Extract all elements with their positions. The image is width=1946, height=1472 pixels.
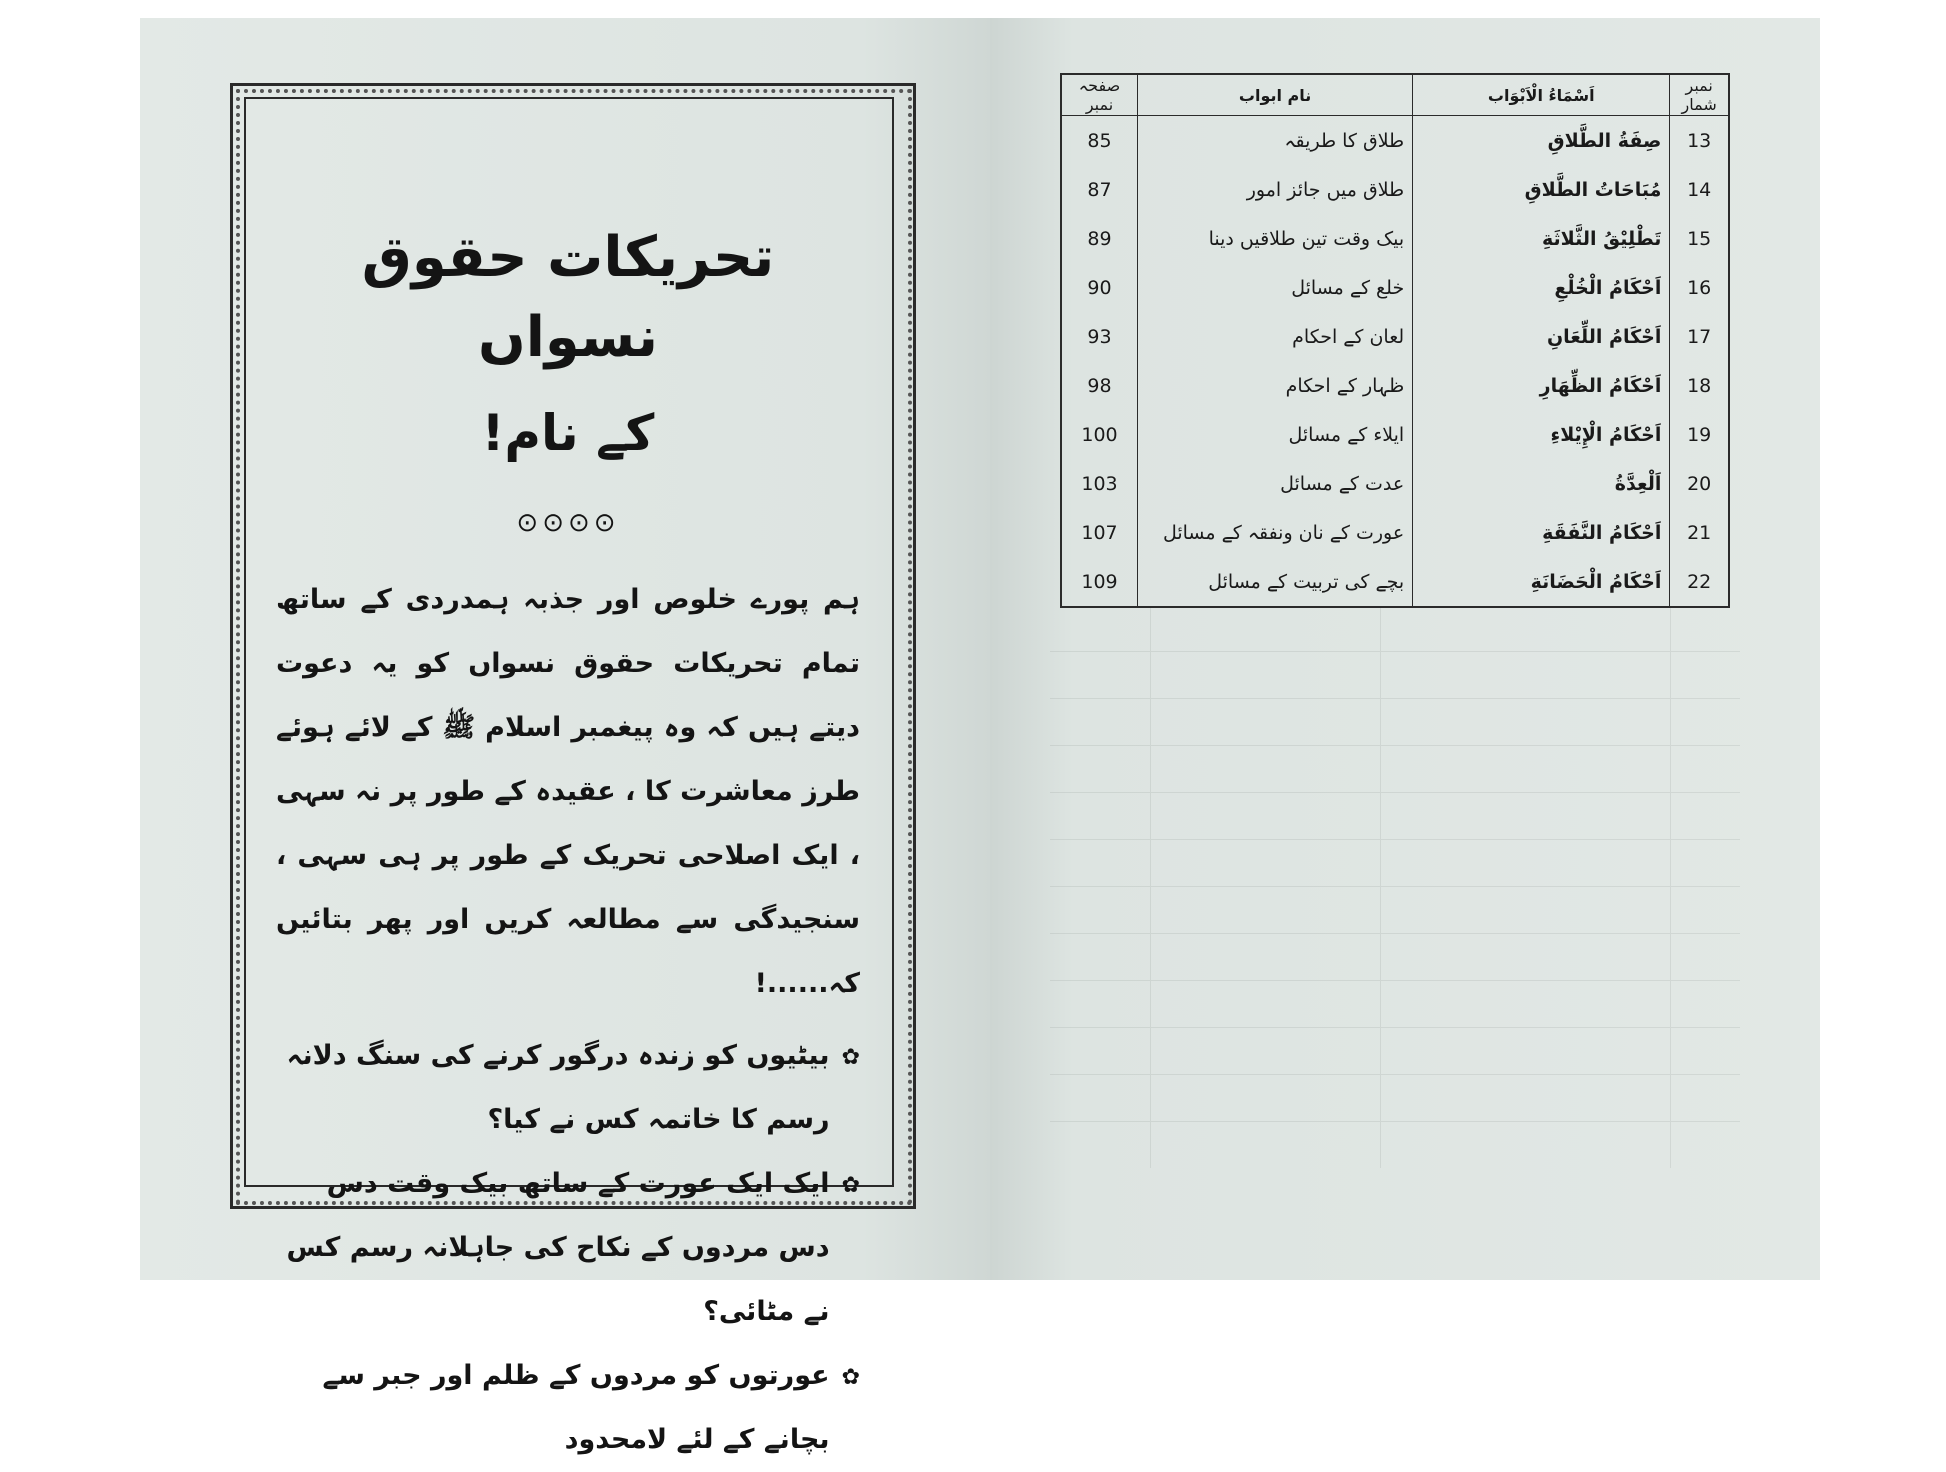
row-number: 21	[1670, 508, 1729, 557]
row-urdu-title: بچے کی تربیت کے مسائل	[1137, 557, 1412, 607]
header-arabic-titles: اَسْمَاءُ الْاَبْوَاب	[1413, 74, 1670, 116]
question-list	[276, 1024, 860, 1472]
flower-bullet-icon: ✿	[841, 1173, 860, 1198]
table-row	[1061, 508, 1729, 557]
row-number: 20	[1670, 459, 1729, 508]
row-urdu-title: عدت کے مسائل	[1137, 459, 1412, 508]
row-urdu-title: ایلاء کے مسائل	[1137, 410, 1412, 459]
table-row	[1061, 410, 1729, 459]
left-page	[140, 18, 990, 1455]
row-page: 89	[1061, 214, 1137, 263]
row-number: 14	[1670, 165, 1729, 214]
table-row	[1061, 214, 1729, 263]
dedication-title: تحریکات حقوق نسواں	[361, 225, 775, 370]
table-row	[1061, 263, 1729, 312]
table-row	[1061, 165, 1729, 214]
header-page-number: صفحہ نمبر	[1061, 74, 1137, 116]
open-booklet	[140, 18, 1820, 1455]
right-page	[990, 18, 1820, 1280]
table-row	[1061, 116, 1729, 166]
row-arabic-title: اَحْكَامُ الْخُلْعِ	[1413, 263, 1670, 312]
show-through-table	[1050, 608, 1740, 1168]
row-number: 15	[1670, 214, 1729, 263]
row-urdu-title: بیک وقت تین طلاقیں دینا	[1137, 214, 1412, 263]
row-urdu-title: لعان کے احکام	[1137, 312, 1412, 361]
row-arabic-title: تَطْلِيْقُ الثَّلاثَةِ	[1413, 214, 1670, 263]
row-number: 18	[1670, 361, 1729, 410]
table-row	[1061, 361, 1729, 410]
table-of-contents	[1060, 73, 1730, 608]
header-number: نمبر شمار	[1670, 74, 1729, 116]
list-item: ✿ عورتوں کو مردوں کے ظلم اور جبر سے بچانے کے لئے لامحدود	[276, 1344, 860, 1472]
row-page: 100	[1061, 410, 1137, 459]
row-arabic-title: اَحْكَامُ الْحَضَانَةِ	[1413, 557, 1670, 607]
row-page: 103	[1061, 459, 1137, 508]
row-page: 90	[1061, 263, 1137, 312]
table-row	[1061, 557, 1729, 607]
row-urdu-title: ظہار کے احکام	[1137, 361, 1412, 410]
row-number: 19	[1670, 410, 1729, 459]
list-item: ✿ بیٹیوں کو زندہ درگور کرنے کی سنگ دلانہ رسم کا خاتمہ کس نے کیا؟	[276, 1024, 860, 1152]
row-page: 93	[1061, 312, 1137, 361]
dedication-subtitle: کے نام!	[481, 404, 655, 462]
row-arabic-title: اَحْكَامُ الْإِيْلاءِ	[1413, 410, 1670, 459]
row-arabic-title: اَلْعِدَّةُ	[1413, 459, 1670, 508]
row-arabic-title: اَحْكَامُ النَّفَقَةِ	[1413, 508, 1670, 557]
row-urdu-title: عورت کے نان ونفقہ کے مسائل	[1137, 508, 1412, 557]
row-page: 109	[1061, 557, 1137, 607]
row-urdu-title: خلع کے مسائل	[1137, 263, 1412, 312]
row-arabic-title: اَحْكَامُ الظِّهَارِ	[1413, 361, 1670, 410]
header-urdu-titles: نام ابواب	[1137, 74, 1412, 116]
toc-header-row	[1061, 74, 1729, 116]
row-page: 98	[1061, 361, 1137, 410]
table-row	[1061, 459, 1729, 508]
row-urdu-title: طلاق میں جائز امور	[1137, 165, 1412, 214]
row-arabic-title: اَحْكَامُ اللِّعَانِ	[1413, 312, 1670, 361]
row-urdu-title: طلاق کا طریقہ	[1137, 116, 1412, 166]
flower-bullet-icon: ✿	[841, 1365, 860, 1390]
row-arabic-title: صِفَةُ الطَّلاقِ	[1413, 116, 1670, 166]
row-arabic-title: مُبَاحَاتُ الطَّلاقِ	[1413, 165, 1670, 214]
row-page: 107	[1061, 508, 1137, 557]
list-item: ✿ ایک ایک عورت کے ساتھ بیک وقت دس دس مردوں کے نکاح کی جاہلانہ رسم کس نے مٹائی؟	[276, 1152, 860, 1344]
table-row	[1061, 312, 1729, 361]
separator-ornament: ⊙⊙⊙⊙	[516, 508, 620, 538]
row-number: 16	[1670, 263, 1729, 312]
row-number: 13	[1670, 116, 1729, 166]
row-page: 85	[1061, 116, 1137, 166]
row-number: 17	[1670, 312, 1729, 361]
dedication-body: ہم پورے خلوص اور جذبہ ہمدردی کے ساتھ تمام تحریکات حقوق نسواں کو یہ دعوت دیتے ہیں کہ وہ پیغمبر اسلام ﷺ کے لائے ہوئے طرز معاشرت کا ، عقیدہ کے طور پر نہ سہی ، ایک اصلاحی تحریک کے طور پر ہی سہی ، سنجیدگی سے مطالعہ کریں اور پھر بتائیں کہ......!	[276, 584, 860, 999]
flower-bullet-icon: ✿	[841, 1045, 860, 1070]
row-number: 22	[1670, 557, 1729, 607]
row-page: 87	[1061, 165, 1137, 214]
